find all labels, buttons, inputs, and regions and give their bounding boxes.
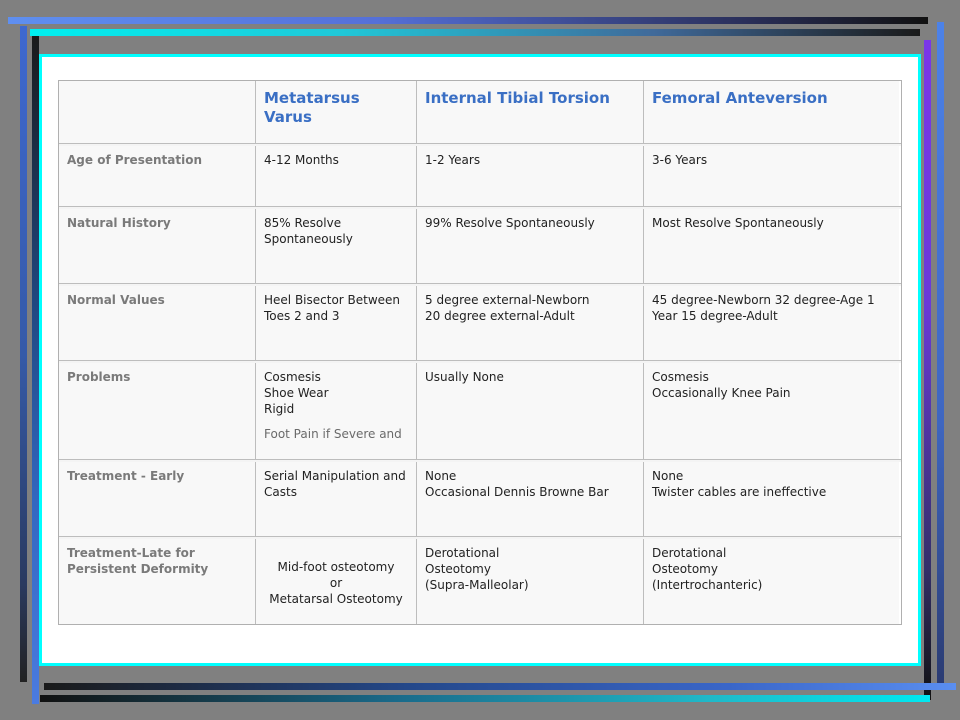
row-label: Treatment - Early bbox=[59, 462, 256, 536]
cell-metatarsus-varus bbox=[256, 539, 417, 624]
table-row bbox=[59, 144, 901, 207]
cell-line: Rigid bbox=[264, 402, 295, 416]
header-cell-empty bbox=[59, 81, 256, 143]
row-label: Natural History bbox=[59, 209, 256, 283]
header-internal-tibial-torsion: Internal Tibial Torsion bbox=[417, 81, 644, 143]
cell-line: Osteotomy bbox=[425, 562, 491, 576]
table-row bbox=[59, 460, 901, 537]
cell-metatarsus-varus bbox=[256, 146, 417, 206]
decor-bar-top-outer bbox=[8, 17, 928, 24]
cell-femoral-anteversion bbox=[644, 363, 899, 459]
cell-line: Mid-foot osteotomy bbox=[277, 560, 395, 574]
cell-line: Twister cables are ineffective bbox=[652, 485, 827, 499]
row-label: Problems bbox=[59, 363, 256, 459]
decor-bar-top-inner bbox=[30, 29, 920, 36]
cell-line: Shoe Wear bbox=[264, 386, 329, 400]
decor-bar-right-inner bbox=[924, 40, 931, 700]
decor-bar-bottom-inner bbox=[44, 683, 956, 690]
cell-line: Most Resolve Spontaneously bbox=[652, 216, 824, 230]
cell-line: Serial Manipulation and Casts bbox=[264, 469, 406, 499]
cell-internal-tibial-torsion bbox=[417, 462, 644, 536]
table-row bbox=[59, 284, 901, 361]
cell-line: Metatarsal Osteotomy bbox=[269, 592, 403, 606]
cell-line: Foot Pain if Severe and bbox=[264, 427, 402, 441]
cell-line: 1-2 Years bbox=[425, 153, 481, 167]
cell-line: 3-6 Years bbox=[652, 153, 708, 167]
cell-line: Osteotomy bbox=[652, 562, 718, 576]
header-metatarsus-varus: Metatarsus Varus bbox=[256, 81, 417, 143]
row-label: Normal Values bbox=[59, 286, 256, 360]
cell-internal-tibial-torsion bbox=[417, 363, 644, 459]
cell-femoral-anteversion bbox=[644, 539, 899, 624]
cell-femoral-anteversion bbox=[644, 462, 899, 536]
cell-internal-tibial-torsion bbox=[417, 539, 644, 624]
cell-line: Derotational bbox=[652, 546, 727, 560]
table-row bbox=[59, 361, 901, 460]
cell-line: Occasional Dennis Browne Bar bbox=[425, 485, 609, 499]
cell-line: None bbox=[425, 469, 457, 483]
cell-line: Usually None bbox=[425, 370, 504, 384]
row-label: Age of Presentation bbox=[59, 146, 256, 206]
cell-line: Cosmesis bbox=[264, 370, 321, 384]
cell-line: None bbox=[652, 469, 684, 483]
cell-internal-tibial-torsion bbox=[417, 286, 644, 360]
cell-internal-tibial-torsion bbox=[417, 209, 644, 283]
table-row bbox=[59, 207, 901, 284]
cell-line: (Intertrochanteric) bbox=[652, 578, 763, 592]
cell-metatarsus-varus bbox=[256, 462, 417, 536]
decor-bar-left-inner bbox=[32, 36, 39, 704]
decor-bar-left-outer bbox=[20, 26, 27, 682]
slide-panel bbox=[39, 54, 921, 666]
header-femoral-anteversion: Femoral Anteversion bbox=[644, 81, 899, 143]
cell-metatarsus-varus bbox=[256, 286, 417, 360]
table-row bbox=[59, 537, 901, 624]
cell-line: (Supra-Malleolar) bbox=[425, 578, 529, 592]
cell-internal-tibial-torsion bbox=[417, 146, 644, 206]
cell-line: 45 degree-Newborn 32 degree-Age 1 Year 15 degree-Adult bbox=[652, 293, 875, 323]
cell-line: 5 degree external-Newborn bbox=[425, 293, 590, 307]
cell-line: Occasionally Knee Pain bbox=[652, 386, 791, 400]
cell-femoral-anteversion bbox=[644, 209, 899, 283]
decor-bar-bottom-outer bbox=[40, 695, 930, 702]
row-label: Treatment-Late for Persistent Deformity bbox=[59, 539, 256, 624]
decor-bar-right-outer bbox=[937, 22, 944, 690]
cell-line: 20 degree external-Adult bbox=[425, 309, 575, 323]
cell-line: 4-12 Months bbox=[264, 153, 339, 167]
cell-line: Cosmesis bbox=[652, 370, 709, 384]
cell-femoral-anteversion bbox=[644, 286, 899, 360]
cell-line: 85% Resolve Spontaneously bbox=[264, 216, 353, 246]
table-header-row bbox=[59, 81, 901, 144]
cell-metatarsus-varus bbox=[256, 209, 417, 283]
comparison-table bbox=[58, 80, 902, 625]
cell-metatarsus-varus bbox=[256, 363, 417, 459]
cell-femoral-anteversion bbox=[644, 146, 899, 206]
cell-line: 99% Resolve Spontaneously bbox=[425, 216, 595, 230]
cell-line: Derotational bbox=[425, 546, 500, 560]
cell-line: Heel Bisector Between Toes 2 and 3 bbox=[264, 293, 401, 323]
cell-line: or bbox=[329, 576, 343, 590]
